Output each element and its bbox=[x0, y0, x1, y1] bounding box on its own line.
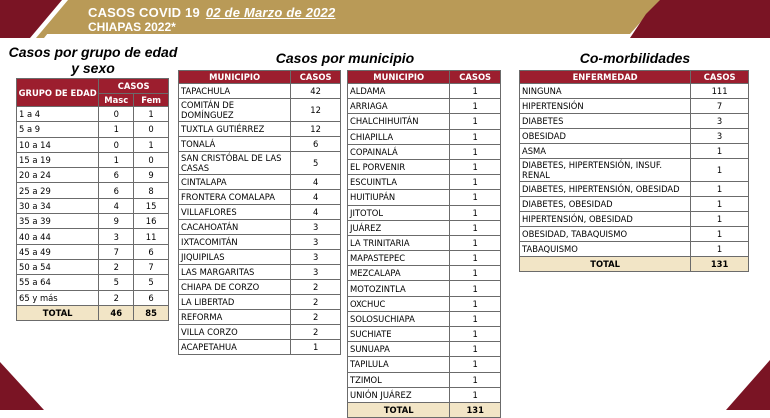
age-table-body bbox=[17, 107, 169, 306]
cases-cell: 1 bbox=[691, 182, 749, 197]
municipio-row bbox=[179, 340, 341, 355]
name-cell: NINGUNA bbox=[520, 84, 691, 99]
name-cell: TZIMOL bbox=[348, 372, 450, 387]
comorbidities-section-title: Co-morbilidades bbox=[579, 50, 691, 66]
comorbidity-row bbox=[520, 197, 749, 212]
cases-cell: 1 bbox=[450, 296, 501, 311]
age-row bbox=[17, 122, 169, 137]
municipio-row bbox=[348, 311, 501, 326]
age-section-title: Casos por grupo de edad y sexo bbox=[8, 44, 178, 76]
municipio-row bbox=[179, 280, 341, 295]
report-date: 02 de Marzo de 2022 bbox=[205, 5, 336, 20]
cases-cell: 1 bbox=[450, 114, 501, 129]
header-enfermedad: ENFERMEDAD bbox=[520, 71, 691, 84]
name-cell: CHIAPILLA bbox=[348, 129, 450, 144]
name-cell: TAPILULA bbox=[348, 357, 450, 372]
cases-cell: 1 bbox=[691, 159, 749, 182]
cases-cell: 1 bbox=[691, 144, 749, 159]
page-title bbox=[88, 5, 335, 20]
age-group-cell: 15 a 19 bbox=[17, 152, 99, 167]
cases-cell: 2 bbox=[291, 280, 341, 295]
fem-cell: 7 bbox=[134, 259, 169, 274]
name-cell: CHALCHIHUITÁN bbox=[348, 114, 450, 129]
total-label: TOTAL bbox=[520, 257, 691, 272]
total-label: TOTAL bbox=[348, 402, 450, 417]
municipio-row bbox=[348, 327, 501, 342]
fem-cell: 8 bbox=[134, 183, 169, 198]
cases-cell: 1 bbox=[691, 227, 749, 242]
comorbidity-row bbox=[520, 242, 749, 257]
municipio-row bbox=[179, 175, 341, 190]
name-cell: LA LIBERTAD bbox=[179, 295, 291, 310]
name-cell: HIPERTENSIÓN, OBESIDAD bbox=[520, 212, 691, 227]
fem-cell: 6 bbox=[134, 244, 169, 259]
name-cell: SAN CRISTÓBAL DE LAS CASAS bbox=[179, 152, 291, 175]
header-casos: CASOS bbox=[691, 71, 749, 84]
name-cell: DIABETES, OBESIDAD bbox=[520, 197, 691, 212]
comorbidity-row bbox=[520, 114, 749, 129]
municipio-row bbox=[348, 114, 501, 129]
municipio-row bbox=[348, 251, 501, 266]
age-row bbox=[17, 152, 169, 167]
cases-cell: 1 bbox=[450, 144, 501, 159]
municipio-row bbox=[179, 310, 341, 325]
cases-cell: 3 bbox=[291, 265, 341, 280]
municipio-row bbox=[348, 129, 501, 144]
name-cell: LAS MARGARITAS bbox=[179, 265, 291, 280]
total-value: 131 bbox=[691, 257, 749, 272]
name-cell: FRONTERA COMALAPA bbox=[179, 190, 291, 205]
municipio-row bbox=[348, 220, 501, 235]
municipio-row bbox=[348, 342, 501, 357]
name-cell: TUXTLA GUTIÉRREZ bbox=[179, 122, 291, 137]
municipio-row bbox=[348, 144, 501, 159]
age-row bbox=[17, 229, 169, 244]
header-cases: CASOS bbox=[99, 79, 169, 94]
municipio-row bbox=[179, 220, 341, 235]
cases-cell: 1 bbox=[450, 220, 501, 235]
age-group-cell: 45 a 49 bbox=[17, 244, 99, 259]
cases-cell: 1 bbox=[691, 242, 749, 257]
municipio-row bbox=[348, 84, 501, 99]
municipio-total-row bbox=[348, 402, 501, 417]
age-row bbox=[17, 183, 169, 198]
municipio-table-2-body bbox=[348, 84, 501, 403]
name-cell: CACAHOATÁN bbox=[179, 220, 291, 235]
cases-cell: 12 bbox=[291, 99, 341, 122]
header-masc: Masc bbox=[99, 94, 134, 107]
masc-cell: 2 bbox=[99, 259, 134, 274]
cases-cell: 111 bbox=[691, 84, 749, 99]
comorbidity-row bbox=[520, 144, 749, 159]
comorbidity-row bbox=[520, 99, 749, 114]
name-cell: ESCUINTLA bbox=[348, 175, 450, 190]
cases-cell: 1 bbox=[450, 266, 501, 281]
cases-cell: 42 bbox=[291, 84, 341, 99]
name-cell: DIABETES, HIPERTENSIÓN, OBESIDAD bbox=[520, 182, 691, 197]
cases-cell: 7 bbox=[691, 99, 749, 114]
comorbidity-row bbox=[520, 84, 749, 99]
municipio-section-title: Casos por municipio bbox=[275, 50, 415, 66]
name-cell: TONALÁ bbox=[179, 137, 291, 152]
name-cell: HIPERTENSIÓN bbox=[520, 99, 691, 114]
masc-cell: 0 bbox=[99, 137, 134, 152]
cases-cell: 6 bbox=[291, 137, 341, 152]
page-subtitle: CHIAPAS 2022* bbox=[88, 20, 176, 34]
age-group-cell: 30 a 34 bbox=[17, 198, 99, 213]
comorbidities-total-row bbox=[520, 257, 749, 272]
name-cell: OBESIDAD, TABAQUISMO bbox=[520, 227, 691, 242]
comorbidity-row bbox=[520, 212, 749, 227]
cases-cell: 3 bbox=[291, 235, 341, 250]
name-cell: CHIAPA DE CORZO bbox=[179, 280, 291, 295]
age-group-cell: 25 a 29 bbox=[17, 183, 99, 198]
age-row bbox=[17, 214, 169, 229]
fem-cell: 15 bbox=[134, 198, 169, 213]
cases-cell: 1 bbox=[450, 281, 501, 296]
name-cell: CINTALAPA bbox=[179, 175, 291, 190]
municipio-row bbox=[179, 137, 341, 152]
municipio-table-1-body bbox=[179, 84, 341, 355]
name-cell: IXTACOMITÁN bbox=[179, 235, 291, 250]
name-cell: TAPACHULA bbox=[179, 84, 291, 99]
municipio-table-1 bbox=[178, 70, 341, 355]
cases-cell: 1 bbox=[450, 327, 501, 342]
header-casos: CASOS bbox=[450, 71, 501, 84]
name-cell: OXCHUC bbox=[348, 296, 450, 311]
cases-cell: 1 bbox=[450, 387, 501, 402]
age-group-cell: 40 a 44 bbox=[17, 229, 99, 244]
comorbidity-row bbox=[520, 182, 749, 197]
municipio-row bbox=[179, 325, 341, 340]
cases-cell: 5 bbox=[291, 152, 341, 175]
municipio-row bbox=[179, 122, 341, 137]
masc-cell: 7 bbox=[99, 244, 134, 259]
name-cell: COMITÁN DE DOMÍNGUEZ bbox=[179, 99, 291, 122]
municipio-row bbox=[348, 281, 501, 296]
age-group-cell: 65 y más bbox=[17, 290, 99, 305]
age-group-cell: 1 a 4 bbox=[17, 107, 99, 122]
name-cell: EL PORVENIR bbox=[348, 159, 450, 174]
age-group-cell: 10 a 14 bbox=[17, 137, 99, 152]
title-text: CASOS COVID 19 bbox=[88, 5, 200, 20]
cases-cell: 1 bbox=[691, 212, 749, 227]
cases-cell: 1 bbox=[450, 235, 501, 250]
age-row bbox=[17, 244, 169, 259]
fem-cell: 6 bbox=[134, 290, 169, 305]
masc-cell: 6 bbox=[99, 183, 134, 198]
municipio-row bbox=[179, 250, 341, 265]
age-group-cell: 35 a 39 bbox=[17, 214, 99, 229]
municipio-row bbox=[179, 205, 341, 220]
name-cell: COPAINALÁ bbox=[348, 144, 450, 159]
age-row bbox=[17, 275, 169, 290]
cases-cell: 1 bbox=[450, 99, 501, 114]
total-fem: 85 bbox=[134, 305, 169, 320]
fem-cell: 5 bbox=[134, 275, 169, 290]
name-cell: ALDAMA bbox=[348, 84, 450, 99]
total-value: 131 bbox=[450, 402, 501, 417]
name-cell: MEZCALAPA bbox=[348, 266, 450, 281]
name-cell: ACAPETAHUA bbox=[179, 340, 291, 355]
name-cell: DIABETES bbox=[520, 114, 691, 129]
masc-cell: 2 bbox=[99, 290, 134, 305]
total-masc: 46 bbox=[99, 305, 134, 320]
cases-cell: 4 bbox=[291, 205, 341, 220]
cases-cell: 3 bbox=[291, 220, 341, 235]
municipio-row bbox=[348, 175, 501, 190]
name-cell: ARRIAGA bbox=[348, 99, 450, 114]
age-row bbox=[17, 290, 169, 305]
cases-cell: 2 bbox=[291, 295, 341, 310]
masc-cell: 5 bbox=[99, 275, 134, 290]
masc-cell: 3 bbox=[99, 229, 134, 244]
municipio-row bbox=[348, 205, 501, 220]
cases-cell: 1 bbox=[450, 251, 501, 266]
bottom-left-corner-decoration bbox=[0, 356, 50, 410]
header-municipio: MUNICIPIO bbox=[179, 71, 291, 84]
municipio-table-2 bbox=[347, 70, 501, 418]
cases-cell: 1 bbox=[450, 84, 501, 99]
age-group-cell: 50 a 54 bbox=[17, 259, 99, 274]
fem-cell: 9 bbox=[134, 168, 169, 183]
cases-cell: 12 bbox=[291, 122, 341, 137]
fem-cell: 0 bbox=[134, 122, 169, 137]
age-row bbox=[17, 198, 169, 213]
cases-cell: 4 bbox=[291, 190, 341, 205]
cases-cell: 3 bbox=[691, 129, 749, 144]
fem-cell: 1 bbox=[134, 107, 169, 122]
total-label: TOTAL bbox=[17, 305, 99, 320]
masc-cell: 4 bbox=[99, 198, 134, 213]
age-group-cell: 55 a 64 bbox=[17, 275, 99, 290]
age-row bbox=[17, 137, 169, 152]
header-municipio: MUNICIPIO bbox=[348, 71, 450, 84]
municipio-row bbox=[179, 190, 341, 205]
name-cell: UNIÓN JUÁREZ bbox=[348, 387, 450, 402]
name-cell: VILLAFLORES bbox=[179, 205, 291, 220]
masc-cell: 9 bbox=[99, 214, 134, 229]
comorbidity-row bbox=[520, 159, 749, 182]
municipio-row bbox=[179, 235, 341, 250]
age-group-cell: 5 a 9 bbox=[17, 122, 99, 137]
name-cell: TABAQUISMO bbox=[520, 242, 691, 257]
cases-cell: 1 bbox=[450, 159, 501, 174]
masc-cell: 1 bbox=[99, 152, 134, 167]
name-cell: HUITIUPÁN bbox=[348, 190, 450, 205]
age-total-row bbox=[17, 305, 169, 320]
municipio-row bbox=[179, 265, 341, 280]
age-row bbox=[17, 259, 169, 274]
cases-cell: 1 bbox=[450, 190, 501, 205]
fem-cell: 0 bbox=[134, 152, 169, 167]
masc-cell: 1 bbox=[99, 122, 134, 137]
age-group-cell: 20 a 24 bbox=[17, 168, 99, 183]
cases-cell: 2 bbox=[291, 325, 341, 340]
municipio-row bbox=[179, 295, 341, 310]
municipio-row bbox=[348, 387, 501, 402]
name-cell: MAPASTEPEC bbox=[348, 251, 450, 266]
age-row bbox=[17, 107, 169, 122]
comorbidity-row bbox=[520, 227, 749, 242]
cases-cell: 3 bbox=[291, 250, 341, 265]
municipio-row bbox=[348, 266, 501, 281]
name-cell: REFORMA bbox=[179, 310, 291, 325]
municipio-row bbox=[348, 99, 501, 114]
bottom-right-corner-decoration bbox=[718, 356, 770, 410]
name-cell: JITOTOL bbox=[348, 205, 450, 220]
cases-cell: 1 bbox=[450, 175, 501, 190]
name-cell: JIQUIPILAS bbox=[179, 250, 291, 265]
cases-cell: 1 bbox=[691, 197, 749, 212]
municipio-row bbox=[179, 84, 341, 99]
cases-cell: 1 bbox=[450, 311, 501, 326]
comorbidity-row bbox=[520, 129, 749, 144]
name-cell: VILLA CORZO bbox=[179, 325, 291, 340]
cases-cell: 1 bbox=[450, 372, 501, 387]
comorbidities-table bbox=[519, 70, 749, 272]
name-cell: LA TRINITARIA bbox=[348, 235, 450, 250]
fem-cell: 1 bbox=[134, 137, 169, 152]
cases-cell: 1 bbox=[450, 129, 501, 144]
header-fem: Fem bbox=[134, 94, 169, 107]
municipio-row bbox=[348, 372, 501, 387]
name-cell: SUCHIATE bbox=[348, 327, 450, 342]
name-cell: MOTOZINTLA bbox=[348, 281, 450, 296]
masc-cell: 0 bbox=[99, 107, 134, 122]
municipio-row bbox=[348, 296, 501, 311]
masc-cell: 6 bbox=[99, 168, 134, 183]
header-group: GRUPO DE EDAD bbox=[17, 79, 99, 107]
age-table bbox=[16, 78, 169, 321]
name-cell: OBESIDAD bbox=[520, 129, 691, 144]
name-cell: ASMA bbox=[520, 144, 691, 159]
name-cell: DIABETES, HIPERTENSIÓN, INSUF. RENAL bbox=[520, 159, 691, 182]
municipio-row bbox=[179, 152, 341, 175]
municipio-row bbox=[348, 190, 501, 205]
municipio-row bbox=[179, 99, 341, 122]
cases-cell: 1 bbox=[450, 357, 501, 372]
cases-cell: 1 bbox=[450, 342, 501, 357]
header-band bbox=[0, 0, 770, 38]
header-casos: CASOS bbox=[291, 71, 341, 84]
name-cell: JUÁREZ bbox=[348, 220, 450, 235]
age-row bbox=[17, 168, 169, 183]
name-cell: SOLOSUCHIAPA bbox=[348, 311, 450, 326]
cases-cell: 2 bbox=[291, 310, 341, 325]
name-cell: SUNUAPA bbox=[348, 342, 450, 357]
municipio-row bbox=[348, 357, 501, 372]
municipio-row bbox=[348, 235, 501, 250]
fem-cell: 16 bbox=[134, 214, 169, 229]
fem-cell: 11 bbox=[134, 229, 169, 244]
comorbidities-table-body bbox=[520, 84, 749, 257]
cases-cell: 1 bbox=[450, 205, 501, 220]
cases-cell: 4 bbox=[291, 175, 341, 190]
municipio-row bbox=[348, 159, 501, 174]
cases-cell: 1 bbox=[291, 340, 341, 355]
cases-cell: 3 bbox=[691, 114, 749, 129]
